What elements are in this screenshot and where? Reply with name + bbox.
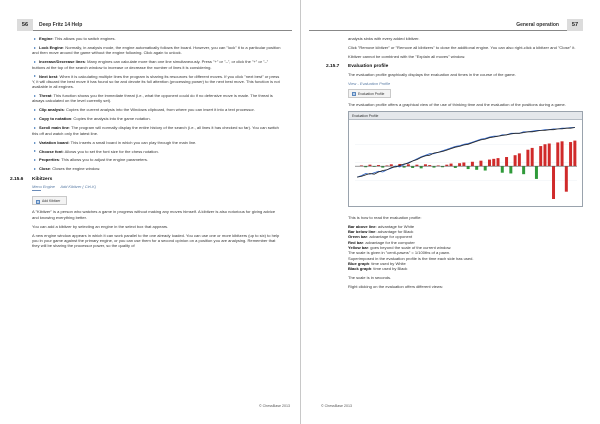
right-page: [300, 0, 600, 424]
evaluation-bar: [471, 162, 474, 166]
item-text: : Copies the analysis into the game notation.: [71, 116, 151, 122]
menu-item-description: [32, 157, 282, 162]
legend-label: Bar below line: [348, 229, 376, 235]
path-underline: [32, 190, 41, 191]
item-text: : Normally, in analysis mode, the engine automatically follows the board. However, you can "lock" it to a particular position and then move around the game without the engine following. Click again to unlock.: [32, 44, 281, 56]
legend-text: The scale is given in "centi-pawns" = 1/100ths of a pawn.: [348, 250, 451, 256]
legend-label: Red bar: [348, 239, 364, 245]
evaluation-bar: [561, 141, 564, 166]
item-label: Close: [39, 166, 51, 172]
page-footer: © ChessBase 2013: [258, 404, 290, 408]
menu-item-description: [32, 36, 282, 41]
item-label: Properties: [39, 157, 60, 163]
evaluation-bar: [573, 140, 576, 166]
engine-icon: [36, 200, 40, 204]
header-title: Deep Fritz 14 Help: [39, 22, 83, 28]
evaluation-bar: [552, 166, 555, 199]
evaluation-profile-chart[interactable]: [349, 120, 583, 207]
legend-label: Black graph: [348, 266, 372, 272]
menu-item-description: [32, 140, 282, 145]
menu-path-b: Evaluation Profile: [359, 80, 391, 86]
item-label: Clip analysis: [39, 107, 64, 113]
item-label: Copy to notation: [39, 116, 72, 122]
evaluation-bar: [548, 143, 551, 166]
paragraph: A new engine window appears in which it can work parallel to the one already loaded. You can use one or more kibitzers (up to six) to help you in your game against the primary engine, or you can use them for a second opinion on a position you are analysing. Remember that they will be sharing the processor power, so the quality of: [32, 232, 280, 249]
page-header: [309, 19, 583, 31]
add-kibitzer-label: Add Kibitzer: [42, 199, 61, 204]
item-text: : Closes the engine window.: [50, 166, 101, 172]
paragraph: analysis sinks with every added kibitzer.: [348, 36, 420, 41]
item-text: : Copies the current analysis into the Windows clipboard, from where you can insert it into a text processor.: [63, 107, 255, 113]
evaluation-bar: [475, 166, 478, 170]
item-label: Increase/Decrease lines: [39, 59, 85, 65]
item-label: Next best: [39, 73, 58, 79]
bullet-arrow-icon: [34, 109, 36, 111]
evaluation-bar: [535, 166, 538, 179]
menu-item-description: [32, 45, 282, 56]
legend-text: : advantage for White: [375, 223, 415, 229]
legend-list: [348, 224, 583, 272]
legend-text: : time used by Black: [371, 266, 408, 272]
menu-item-description: [32, 107, 282, 112]
item-label: Scroll main line: [39, 125, 69, 131]
menu-item-list: [32, 36, 282, 172]
item-label: Engine: [39, 36, 53, 41]
item-text: : This allows you to adjust the engine parameters.: [59, 157, 149, 163]
evaluation-bar: [462, 162, 465, 166]
bullet-arrow-icon: [34, 47, 36, 49]
paragraph: A "Kibitzer" is a person who watches a game in progress without making any moves himself. A kibitzer is also notorious for giving advice and knowing everything better.: [32, 209, 276, 220]
section-title: Evaluation profile: [348, 64, 389, 70]
paragraph: The evaluation profile graphically displays the evaluation and times in the course of the game.: [348, 71, 516, 77]
bullet-arrow-icon: [34, 150, 36, 152]
evaluation-bar: [522, 166, 525, 174]
legend-text: : advantage for the computer: [363, 239, 415, 245]
time-graph-black: [357, 127, 575, 177]
menu-path: [32, 184, 282, 189]
menu-path-a: View: [348, 80, 357, 86]
bullet-arrow-icon: [34, 61, 36, 63]
paragraph: Kibitzer cannot be combined with the "Explain all moves" window.: [348, 53, 466, 59]
menu-item-description: [32, 125, 282, 136]
menu-item-description: [32, 74, 282, 90]
item-text: : This inserts a small board in which you can play through the main line.: [68, 139, 197, 145]
bullet-arrow-icon: [34, 118, 36, 120]
item-label: Variation board: [39, 139, 69, 145]
evaluation-bar: [539, 146, 542, 166]
item-text: : This function shows you the immediate threat (i.e., what the opponent could do if no defensive move is made. The threat is always calculated on the level currently set).: [32, 93, 273, 104]
right-content: [326, 36, 583, 293]
item-label: Threat: [39, 93, 52, 99]
page-number: 56: [17, 19, 33, 31]
add-kibitzer-button[interactable]: [32, 196, 67, 205]
window-title: Evaluation Profile: [349, 112, 582, 120]
legend-label: Bar above line: [348, 223, 376, 229]
evaluation-bar: [569, 142, 572, 166]
evaluation-bar: [420, 166, 423, 168]
paragraph: Right clicking on the evaluation offers different views:: [348, 283, 444, 289]
section-title: Kibitzers: [32, 176, 53, 182]
item-text: : This allows you to switch engines.: [52, 36, 116, 41]
bullet-arrow-icon: [34, 127, 36, 129]
section-number: 2.15.7: [326, 64, 340, 70]
menu-item-description: [32, 59, 282, 70]
evaluation-bar: [526, 150, 529, 166]
item-text: : When it is calculating multiple lines the program is sharing its resources for different moves. If you click "next best" or press Y, it will discard the best move it has found so far and devote its full attention (processing power) to the next best move. This function is not available in all engines.: [32, 73, 280, 90]
page-header: [17, 19, 292, 31]
evaluation-bar: [501, 166, 504, 173]
bullet-arrow-icon: [34, 142, 36, 144]
menu-path: View - Evaluation Profile: [348, 80, 391, 86]
item-text: : Many engines can calculate more than one line simultaneously. Press "+" or "–", or click the "+" or "–" buttons at the top of the search window to increase or decrease the number of lines it is considering.: [32, 59, 269, 70]
legend-label: Yellow bar: [348, 244, 369, 250]
bullet-arrow-icon: [34, 75, 36, 77]
legend-text: : advantage for Black: [375, 229, 414, 235]
chart-icon: [352, 92, 356, 96]
bullet-arrow-icon: [34, 95, 36, 97]
menu-path-a: Menu Engine: [32, 184, 55, 190]
paragraph: The evaluation profile offers a graphical view of the use of thinking time and the evaluation of the positions during a game.: [348, 101, 566, 107]
section-heading: [10, 176, 282, 182]
paragraph: Click "Remove kibitzer" or "Remove all kibitzers" to close the additional engine. You can also right-click a kibitzer and "Close" it.: [348, 44, 576, 50]
evaluation-bar: [488, 159, 491, 166]
evaluation-bar: [565, 166, 568, 192]
legend-text: : time used by White: [369, 260, 406, 266]
legend-text: Superimposed in the evaluation profile is the time each side has used.: [348, 255, 474, 261]
evaluation-bar: [458, 163, 461, 166]
header-title: General operation: [516, 22, 559, 28]
evaluation-bar: [467, 166, 470, 169]
legend-line: [348, 266, 583, 271]
evaluation-bar: [514, 155, 517, 166]
menu-item-description: [32, 116, 282, 121]
left-content: [10, 36, 282, 252]
evaluation-bar: [556, 142, 559, 166]
bullet-arrow-icon: [34, 159, 36, 161]
menu-item-description: [32, 149, 282, 154]
menu-item-description: [32, 93, 282, 104]
evaluation-bar: [543, 144, 546, 166]
evaluation-bar: [450, 163, 453, 166]
bullet-arrow-icon: [34, 38, 36, 40]
paragraph: This is how to read the evaluation profile:: [348, 214, 422, 220]
legend-label: Green bar: [348, 234, 368, 240]
item-text: : Allows you to set the font size for the chess notation.: [62, 148, 159, 154]
legend-text: : advantage for opponent: [367, 234, 413, 240]
section-heading: [326, 64, 583, 70]
evaluation-bar: [484, 166, 487, 170]
legend-label: Blue graph: [348, 260, 370, 266]
item-label: Lock Engine: [39, 44, 64, 50]
page-footer: © ChessBase 2013: [321, 404, 353, 408]
evaluation-bar: [505, 157, 508, 166]
evaluation-bar: [509, 166, 512, 173]
menu-path-b: Add Kibitzer ( Ctrl-K): [60, 184, 97, 190]
paragraph: The scale is in seconds.: [348, 274, 392, 280]
bullet-arrow-icon: [34, 168, 36, 170]
section-number: 2.15.6: [10, 176, 24, 182]
evaluation-bar: [531, 148, 534, 166]
evaluation-bar: [492, 159, 495, 166]
evaluation-profile-window[interactable]: [348, 111, 583, 207]
menu-item-description: [32, 166, 282, 171]
page-number: 57: [567, 19, 583, 31]
evaluation-profile-label: Evaluation Profile: [358, 91, 385, 96]
evaluation-bar: [479, 160, 482, 165]
evaluation-profile-button[interactable]: [348, 89, 391, 98]
item-label: Choose font: [39, 148, 63, 154]
paragraph: You can add a kibitzer by selecting an engine in the select box that appears.: [32, 223, 169, 229]
evaluation-bar: [518, 153, 521, 166]
legend-text: : goes beyond the scale of the current window.: [368, 244, 452, 250]
time-graph-white: [357, 127, 575, 177]
evaluation-bar: [497, 158, 500, 166]
item-text: : The program will normally display the entire history of the search (i.e., all lines it has checked so far). You can switch this off and watch only the latest line.: [32, 125, 279, 136]
